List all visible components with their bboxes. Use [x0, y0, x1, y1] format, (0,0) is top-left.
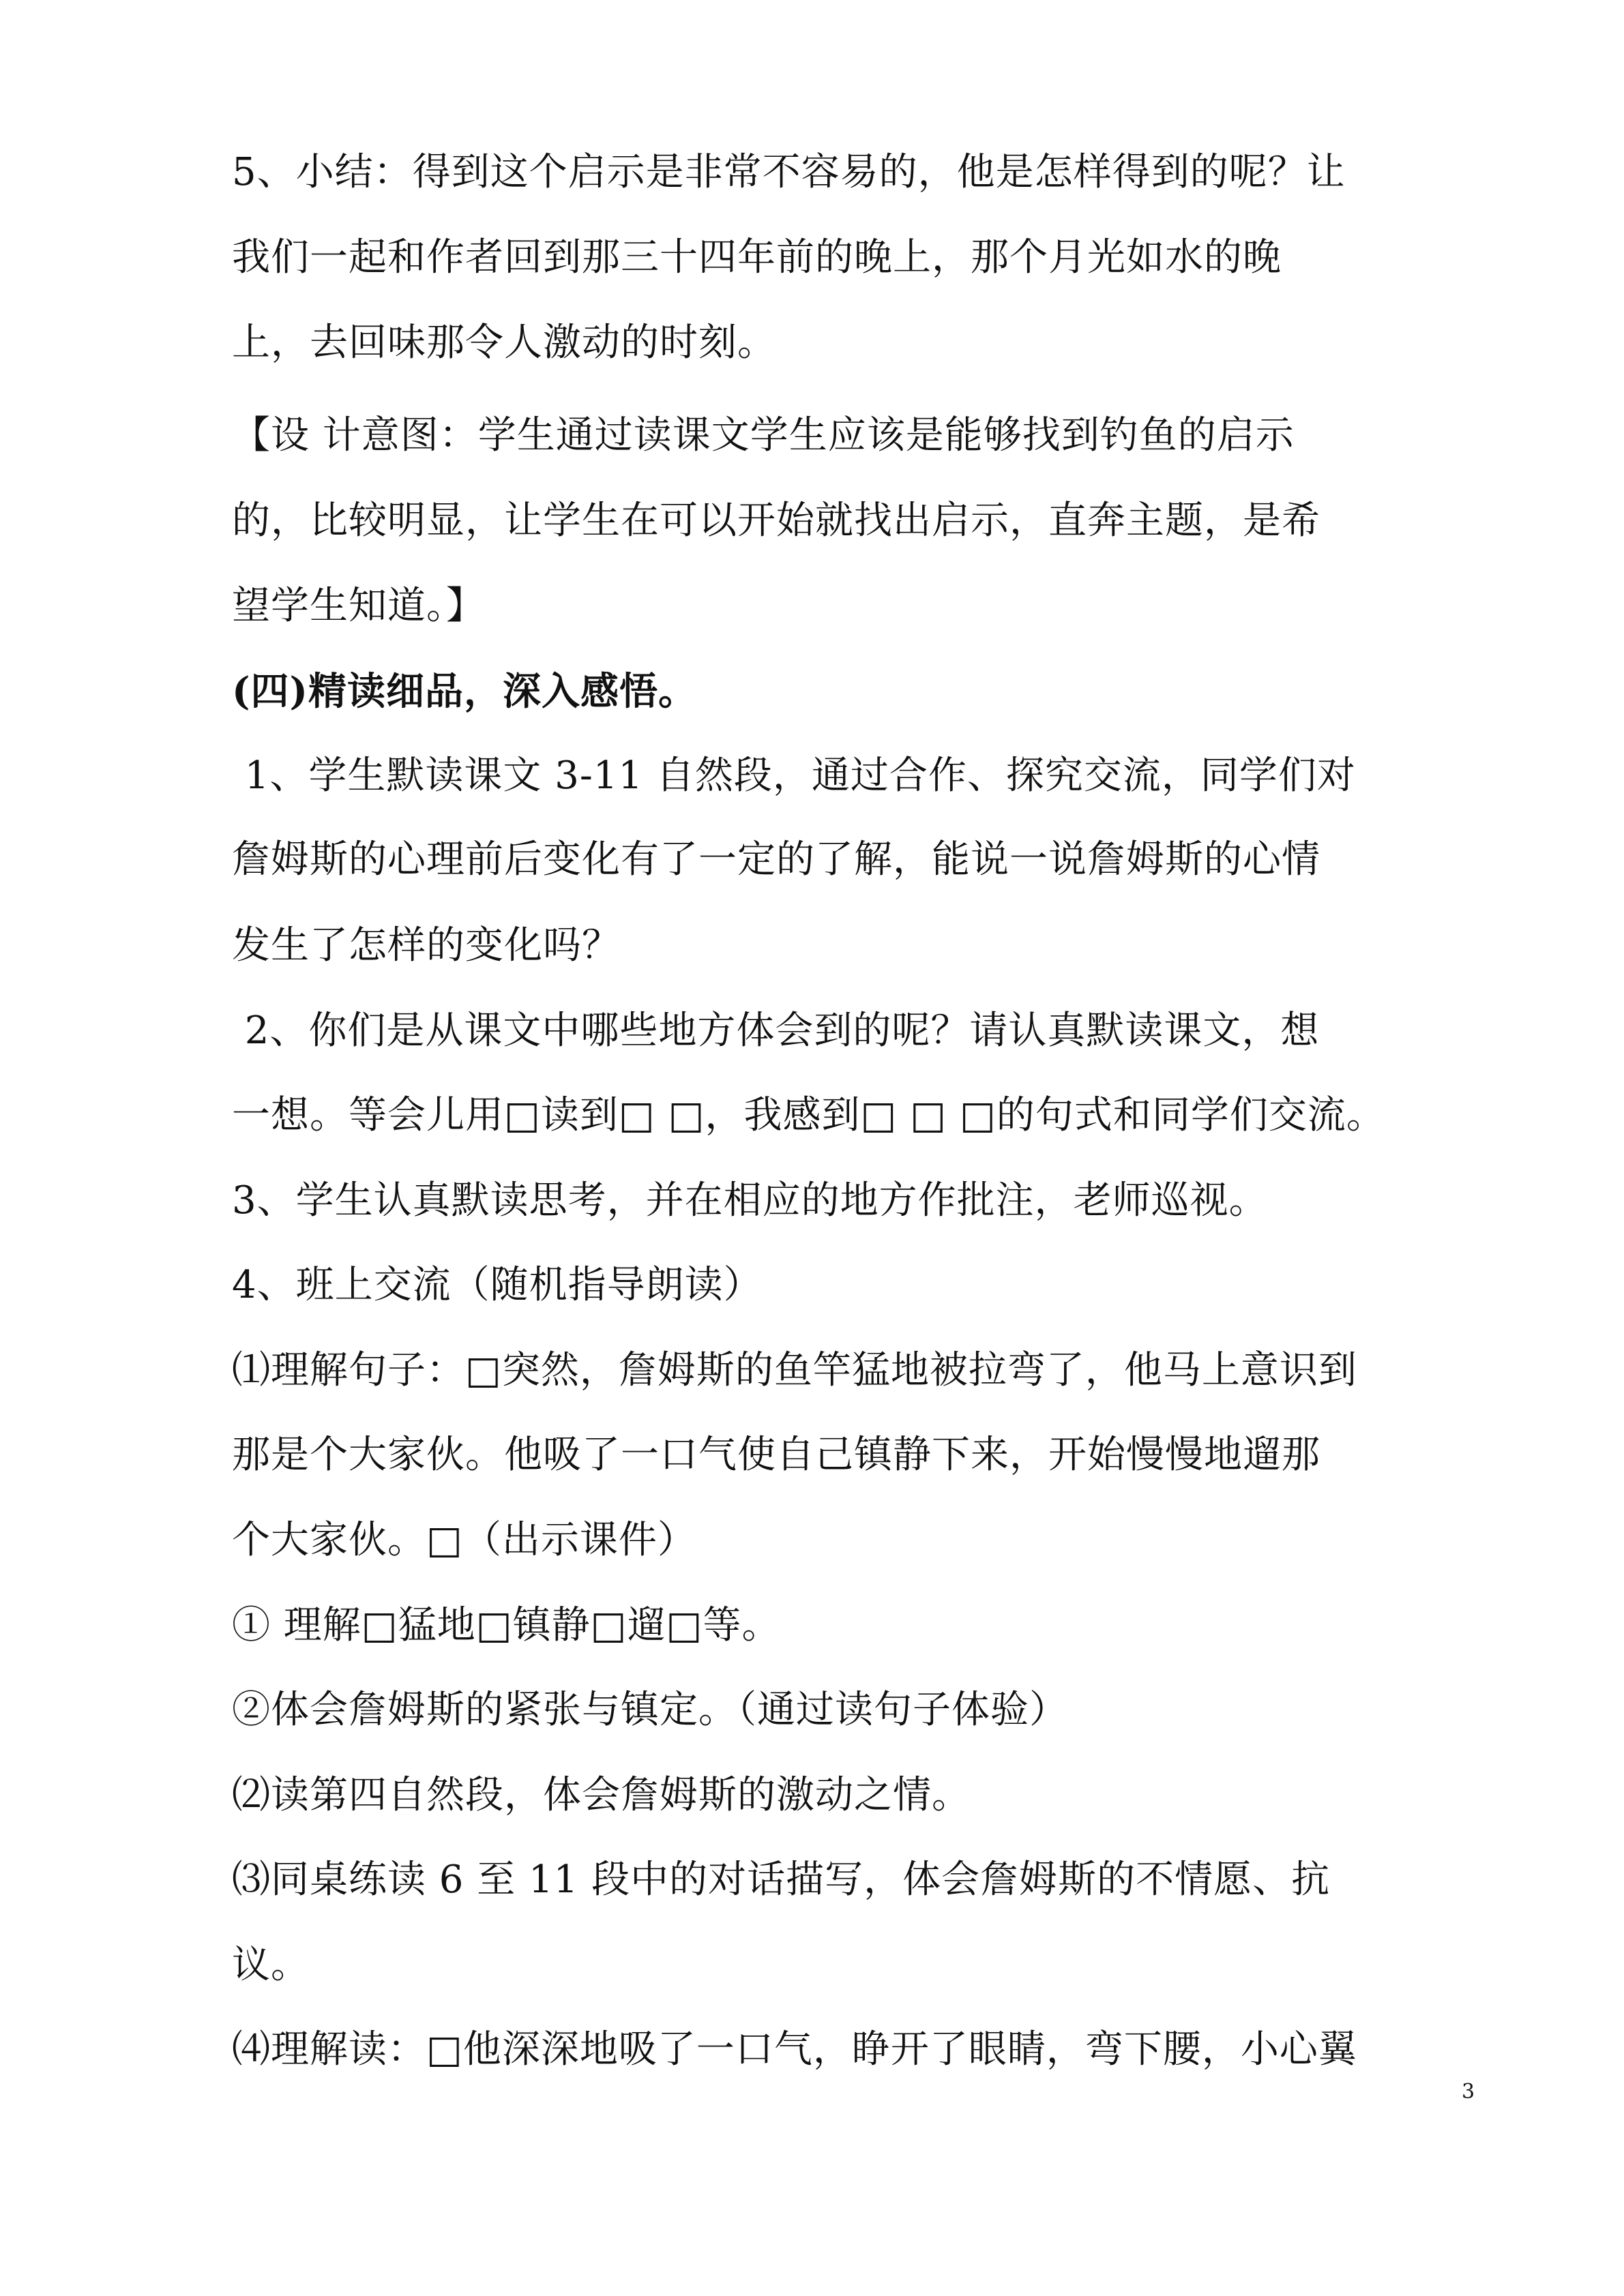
text-line-17: 个大家伙。□（出示课件） — [232, 1518, 696, 1562]
text-line-21: ⑶同桌练读 6 至 11 段中的对话描写，体会詹姆斯的不情愿、抗 — [232, 1858, 1331, 1902]
text-line-3: 上，去回味那令人激动的时刻。 — [232, 320, 776, 365]
text-line-1: 5、小结：得到这个启示是非常不容易的，他是怎样得到的呢？让 — [232, 150, 1346, 194]
text-line-2: 我们一起和作者回到那三十四年前的晚上，那个月光如水的晚 — [232, 235, 1282, 280]
text-line-6: 望学生知道。】 — [232, 584, 485, 628]
text-line-18: ① 理解□猛地□镇静□遛□等。 — [232, 1603, 781, 1648]
text-line-5: 的，比较明显，让学生在可以开始就找出启示，直奔主题，是希 — [232, 498, 1320, 543]
text-line-23: ⑷理解读：□他深深地吸了一口气，睁开了眼睛，弯下腰，小心翼 — [232, 2027, 1357, 2072]
page-number: 3 — [1462, 2080, 1475, 2104]
text-line-20: ⑵读第四自然段，体会詹姆斯的激动之情。 — [232, 1773, 971, 1817]
text-line-13: 3、学生认真默读思考，并在相应的地方作批注，老师巡视。 — [232, 1178, 1268, 1223]
text-line-9: 詹姆斯的心理前后变化有了一定的了解，能说一说詹姆斯的心情 — [232, 837, 1320, 882]
section-heading: (四)精读细品，深入感悟。 — [232, 669, 697, 714]
text-line-11: 2、你们是从课文中哪些地方体会到的呢？请认真默读课文，想 — [232, 1009, 1320, 1053]
text-line-8: 1、学生默读课文 3-11 自然段，通过合作、探究交流，同学们对 — [232, 754, 1356, 798]
text-line-16: 那是个大家伙。他吸了一口气使自己镇静下来，开始慢慢地遛那 — [232, 1433, 1320, 1477]
text-line-14: 4、班上交流（随机指导朗读） — [232, 1263, 763, 1307]
text-line-19: ②体会詹姆斯的紧张与镇定。（通过读句子体验） — [232, 1688, 1068, 1732]
text-line-15: ⑴理解句子：□突然，詹姆斯的鱼竿猛地被拉弯了，他马上意识到 — [232, 1348, 1357, 1392]
text-line-4: 【设 计意图：学生通过读课文学生应该是能够找到钓鱼的启示 — [232, 413, 1295, 458]
text-line-12: 一想。等会儿用□读到□ □，我感到□ □ □的句式和同学们交流。 — [232, 1093, 1385, 1137]
text-line-10: 发生了怎样的变化吗？ — [232, 923, 621, 968]
text-line-22: 议。 — [232, 1943, 310, 1987]
